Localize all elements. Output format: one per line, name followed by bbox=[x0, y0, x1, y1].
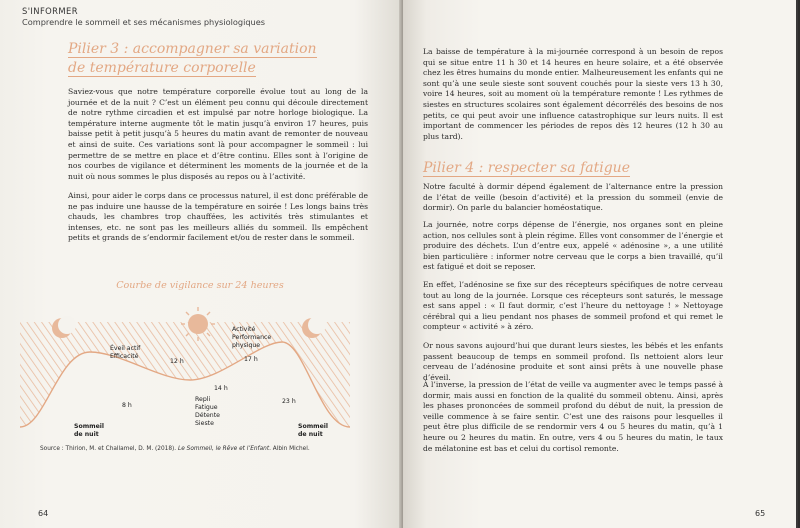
section-subtitle: Comprendre le sommeil et ses mécanismes physiologiques bbox=[22, 17, 266, 27]
right-paragraph-4: Or nous savons aujourd’hui que durant leurs siestes, les bébés et les enfants passent beaucoup de temps en sommeil profond. Ils nettoient alors leur cerveau de l’adénosine produite et sont ainsi prêts à une nouvelle phase d’éveil. bbox=[423, 341, 723, 382]
label-sommeil-left: Sommeil de nuit bbox=[74, 423, 105, 438]
right-paragraph-5: À l’inverse, la pression de l’état de veille va augmenter avec le temps passé à dormir, mais aussi en fonction de la qualité du sommeil obtenu. Ainsi, après les phases prononcées de sommeil profond du début de nuit, la pression de veille commence à se faire sentir. C’est une des raisons pour lesquelles il peut être plus difficile de se rendormir vers 4 ou 5 heures du matin, qu’à 1 heure ou 2 heures du matin. En outre, vers 4 ou 5 heures du matin, le taux de mélatonine est bas et celui du cortisol remonte. bbox=[423, 380, 723, 453]
section-label: S'INFORMER bbox=[22, 6, 78, 16]
right-paragraph-top: La baisse de température à la mi-journée correspond à un besoin de repos qui se situe entre 11 h 30 et 14 heures en heure solaire, et a été observée chez les êtres humains du monde entier. Malheureusement les enfants qui ne sont qu’à une seule sieste sont souvent couchés pour la sieste vers 13 h 30, voire 14 heures, soit au moment où la température remonte ! Les rythmes de siestes en structures scolaires sont également décorrélés des besoins de nos petits, ce qui peut avoir une influence catastrophique sur leurs nuits. Il est important de commencer les périodes de repos dès 12 heures (12 h 30 au plus tard). bbox=[423, 47, 723, 141]
left-paragraph-2: Ainsi, pour aider le corps dans ce processus naturel, il est donc préférable de ne pas induire une hausse de la température en soirée ! Les longs bains très chauds, les chambres trop chauffées, les activités très stimulantes et intenses, etc. ne sont pas les meilleurs alliés du sommeil. Ils empêchent petits et grands de s’endormir facilement et/ou de rester dans le sommeil. bbox=[68, 191, 368, 243]
chart-title: Courbe de vigilance sur 24 heures bbox=[116, 280, 284, 291]
label-activite: Activité Performance physique bbox=[232, 326, 272, 349]
page-number-right: 65 bbox=[755, 509, 766, 518]
label-17h: 17 h bbox=[244, 356, 258, 363]
vigilance-chart bbox=[20, 292, 350, 442]
pilier-3-title bbox=[68, 40, 388, 78]
right-paragraph-3: En effet, l’adénosine se fixe sur des récepteurs spécifiques de notre cerveau tout au long de la journée. Lorsque ces récepteurs sont saturés, le message est sans appel : « Il faut dormir, c’est l’heure du nettoyage ! » Nettoyage cérébral qui a lieu pendant nos phases de sommeil profond et qui remet le compteur « activité » à zéro. bbox=[423, 280, 723, 332]
label-eveil: Éveil actif Efficacité bbox=[110, 345, 141, 360]
label-repli: Repli Fatigue Détente Sieste bbox=[195, 396, 220, 427]
chart-source: Source : Thirion, M. et Challamel, D. M. (2018). Le Sommeil, le Rêve et l’Enfant. Albin Michel. bbox=[40, 446, 310, 452]
label-8h: 8 h bbox=[122, 402, 132, 409]
label-23h: 23 h bbox=[282, 398, 296, 405]
page-edge bbox=[796, 0, 798, 528]
right-page bbox=[403, 0, 798, 528]
pilier-3-title-line-1: Pilier 3 : accompagner sa variation bbox=[68, 41, 317, 57]
label-14h: 14 h bbox=[214, 385, 228, 392]
label-sommeil-right: Sommeil de nuit bbox=[298, 423, 329, 438]
left-paragraph-1: Saviez-vous que notre température corporelle évolue tout au long de la journée et de la nuit ? C’est un élément peu connu qui découle directement de notre rythme circadien et est impulsé par notre horloge biologique. La température interne augmente tôt le matin jusqu’à environ 17 heures, puis baisse petit à petit jusqu’à 5 heures du matin avant de remonter de nouveau et ainsi de suite. Ces variations sont là pour accompagner le sommeil : lui permettre de se mettre en place et d’être continu. Elles sont à l’origine de nos courbes de vigilance et déterminent les moments de la journée et de la nuit où nous sommes le plus disposés au repos ou à l’activité. bbox=[68, 87, 368, 181]
right-paragraph-2: La journée, notre corps dépense de l’énergie, nos organes sont en pleine action, nos cellules sont à plein régime. Elles vont consommer de l’énergie et produire des déchets. L’un d’entre eux, appelé « adénosine », a une utilité bien particulière : informer notre cerveau que le corps a bien travaillé, qu’il est fatigué et doit se reposer. bbox=[423, 220, 723, 272]
pilier-3-title-line-2: de température corporelle bbox=[68, 60, 256, 76]
pilier-4-title: Pilier 4 : respecter sa fatigue bbox=[423, 160, 630, 176]
hatched-area bbox=[20, 322, 350, 427]
right-paragraph-1: Notre faculté à dormir dépend également de l’alternance entre la pression de l’état de veille (besoin d’activité) et la pression du sommeil (envie de dormir). On parle du balancier homéostatique. bbox=[423, 182, 723, 213]
label-12h: 12 h bbox=[170, 358, 184, 365]
page-number-left: 64 bbox=[38, 509, 49, 518]
